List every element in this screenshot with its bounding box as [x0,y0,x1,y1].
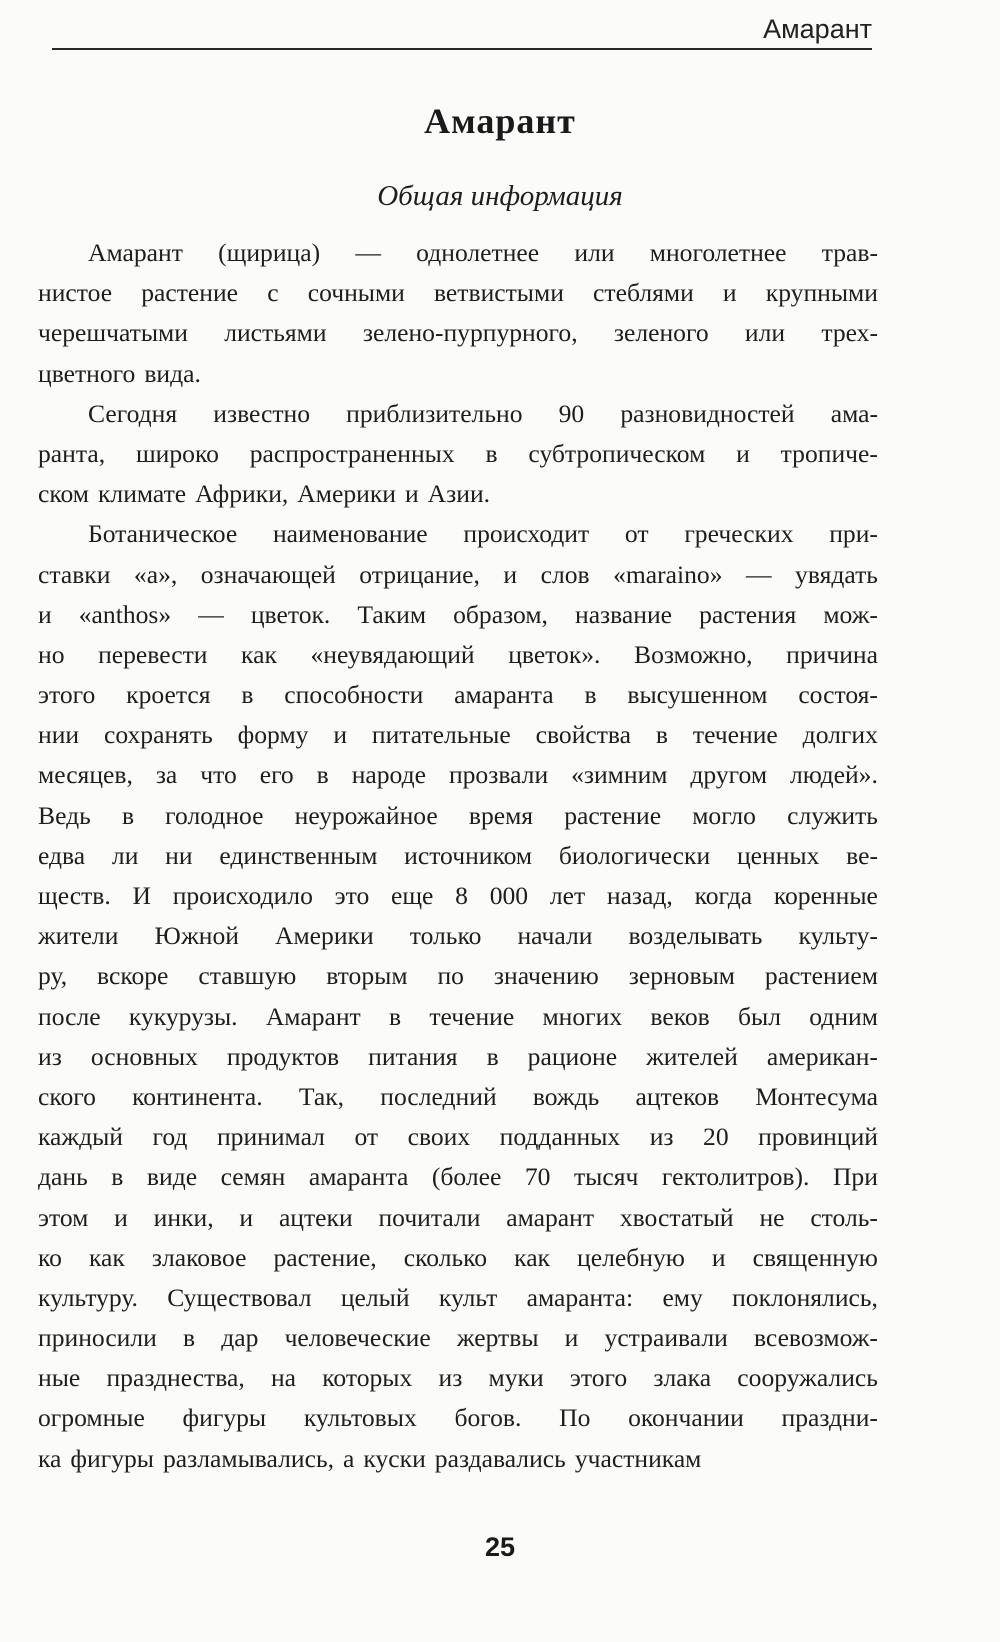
text-line: ского континента. Так, последний вождь ацтеков Монтесума [38,1081,878,1111]
running-header [52,12,872,50]
text-line: черешчатыми листьями зелено-пурпурного, зеленого или трех- [38,318,878,348]
text-line: ко как злаковое растение, сколько как целебную и священную [38,1242,878,1272]
text-line: этом и инки, и ацтеки почитали амарант хвостатый не столь- [38,1202,878,1232]
text-line: приносили в дар человеческие жертвы и устраивали всевозмож- [38,1323,878,1353]
text-line: ные празднества, на которых из муки этого злака сооружались [38,1363,878,1393]
text-line: нистое растение с сочными ветвистыми стеблями и крупными [38,278,878,308]
text-line: культуру. Существовал целый культ амаранта: ему поклонялись, [38,1282,878,1312]
text-line: и «anthos» — цветок. Таким образом, название растения мож- [38,599,878,629]
text-line: из основных продуктов питания в рационе жителей американ- [38,1041,878,1071]
text-line: дань в виде семян амаранта (более 70 тысяч гектолитров). При [38,1162,878,1192]
paragraph [38,394,878,515]
text-line: цветного вида. [38,358,201,388]
text-line: Ботаническое наименование происходит от греческих при- [88,519,878,549]
text-line: ском климате Африки, Америки и Азии. [38,479,491,509]
paragraph [38,514,878,1479]
text-line: жители Южной Америки только начали возделывать культу- [38,921,878,951]
text-line: ществ. И происходило это еще 8 000 лет назад, когда коренные [38,881,878,910]
text-line: ру, вскоре ставшую вторым по значению зерновым растением [38,961,878,991]
text-line: но перевести как «неувядающий цветок». Возможно, причина [38,639,878,669]
chapter-title: Амарант [424,101,576,141]
text-line: месяцев, за что его в народе прозвали «зимним другом людей». [38,760,878,790]
text-line: каждый год принимал от своих подданных из 20 провинций [38,1122,878,1152]
text-line: ранта, широко распространенных в субтропическом и тропиче- [38,438,878,468]
section-title: Общая информация [377,180,623,212]
paragraph [38,233,878,394]
text-line: Амарант (щирица) — однолетнее или многолетнее трав- [88,238,878,267]
text-line: этого кроется в способности амаранта в высушенном состоя- [38,680,878,710]
text-line: Сегодня известно приблизительно 90 разновидностей ама- [88,398,878,428]
text-line: огромные фигуры культовых богов. По окончании праздни- [38,1403,878,1433]
text-line: ставки «а», означающей отрицание, и слов «maraino» — увядать [38,559,878,589]
text-line: Ведь в голодное неурожайное время растение могло служить [38,800,878,830]
text-line: нии сохранять форму и питательные свойства в течение долгих [38,720,878,750]
text-line: после кукурузы. Амарант в течение многих веков был одним [38,1001,878,1031]
text-line: едва ли ни единственным источником биологически ценных ве- [38,840,878,870]
body-text [38,233,878,1479]
running-header-title: Амарант [763,14,872,44]
text-line: ка фигуры разламывались, а куски раздавались участникам [38,1443,702,1473]
page-number: 25 [484,1532,516,1562]
